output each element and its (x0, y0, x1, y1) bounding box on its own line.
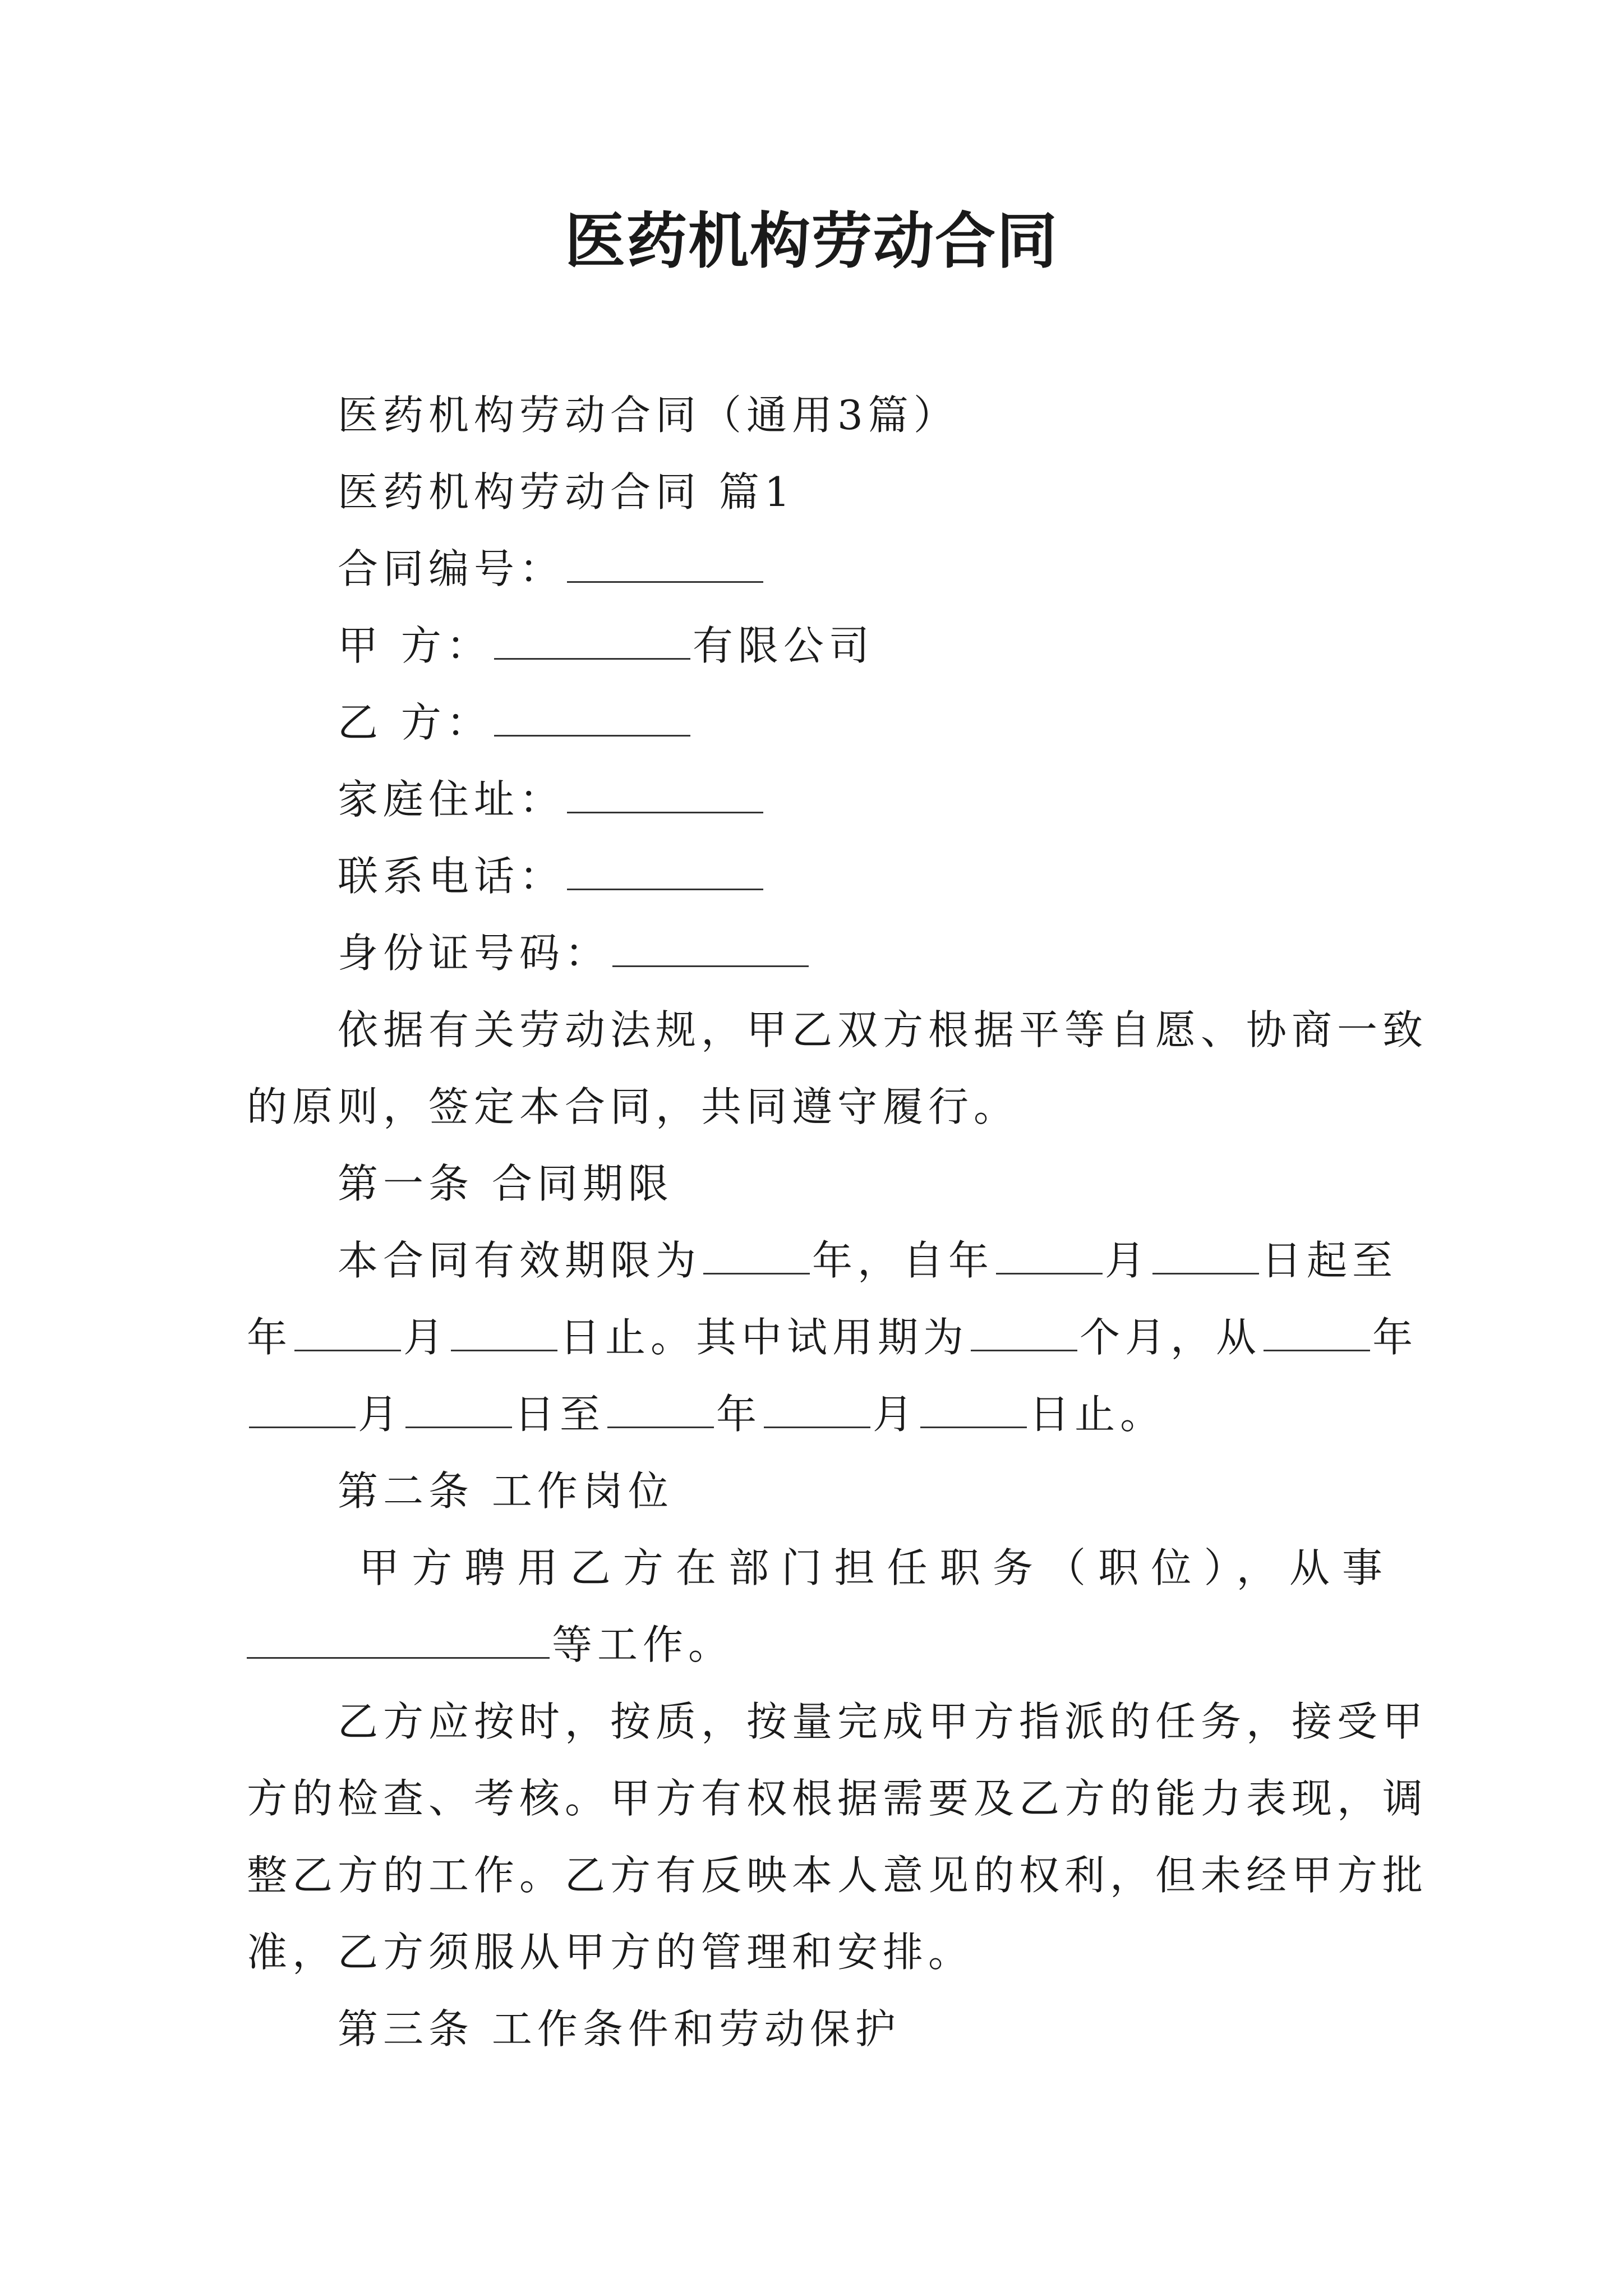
blank-field (405, 1392, 512, 1428)
blank-field (996, 1238, 1103, 1274)
blank-field (1264, 1315, 1370, 1351)
intro-line-1: 依据有关劳动法规，甲乙双方根据平等自愿、协商一致 (338, 1006, 1428, 1053)
address-blank (567, 777, 763, 813)
contract-number-label: 合同编号： (338, 545, 565, 592)
address-label: 家庭住址： (338, 776, 565, 823)
blank-field (1152, 1238, 1259, 1274)
article-2-p1-line-2 (247, 1606, 1387, 1683)
article-2-heading: 第二条 工作岗位 (338, 1467, 674, 1515)
id-number-field (338, 914, 1387, 992)
contract-number-blank (567, 546, 763, 583)
article-2-text: 等工作。 (552, 1621, 734, 1668)
article-1-text: 个月，从 (1080, 1314, 1262, 1361)
phone-label: 联系电话： (338, 853, 565, 900)
article-1-text: 月 (403, 1314, 449, 1361)
party-b-blank (494, 700, 690, 737)
contract-number-field (338, 530, 1387, 608)
article-1-text: 月 (873, 1391, 919, 1438)
party-a-field (338, 607, 1387, 684)
article-1-text: 年 (1372, 1314, 1418, 1361)
article-2-p2-line-3: 整乙方的工作。乙方有反映本人意见的权利，但未经甲方批 (247, 1852, 1428, 1899)
article-2-p1-line-1: 甲方聘用乙方在部门担任职务（职位），从事 (359, 1544, 1387, 1591)
party-b-field (338, 684, 1387, 761)
article-1-text: 年 (247, 1314, 293, 1361)
subtitle: 医药机构劳动合同（通用3篇） (338, 392, 959, 439)
article-1-heading: 第一条 合同期限 (338, 1160, 674, 1207)
article-2-p2-line-1: 乙方应按时，按质，按量完成甲方指派的任务，接受甲 (338, 1698, 1428, 1745)
article-1-text: 月 (1105, 1237, 1151, 1284)
party-a-label: 甲 方： (338, 622, 492, 669)
phone-field (338, 838, 1387, 915)
document-title: 医药机构劳动合同 (564, 206, 1058, 277)
article-2-p2-line-2: 方的检查、考核。甲方有权根据需要及乙方的能力表现，调 (247, 1775, 1428, 1822)
blank-field (249, 1392, 356, 1428)
blank-field (451, 1315, 557, 1351)
article-1-line-3 (247, 1375, 1387, 1453)
party-a-suffix: 有限公司 (692, 622, 874, 669)
blank-field (294, 1315, 401, 1351)
blank-field (764, 1392, 870, 1428)
article-1-line-1 (338, 1222, 1398, 1299)
address-field (338, 761, 1387, 838)
blank-field (607, 1392, 714, 1428)
article-1-text: 日起至 (1261, 1237, 1398, 1284)
article-1-text: 年，自年 (812, 1237, 994, 1284)
article-1-text: 年 (716, 1391, 762, 1438)
blank-field (971, 1315, 1077, 1351)
article-1-text: 本合同有效期限为 (338, 1237, 702, 1284)
id-number-blank (612, 931, 809, 967)
article-1-text: 月 (358, 1391, 404, 1438)
article-1-line-2 (247, 1299, 1418, 1376)
section-heading: 医药机构劳动合同 篇1 (338, 468, 795, 516)
blank-field (247, 1622, 550, 1659)
party-a-blank (494, 623, 690, 660)
intro-line-2: 的原则，签定本合同，共同遵守履行。 (247, 1083, 1020, 1130)
blank-field (920, 1392, 1027, 1428)
article-1-text: 日止。其中试用期为 (560, 1314, 969, 1361)
article-1-text: 日止。 (1029, 1391, 1166, 1438)
blank-field (703, 1238, 810, 1274)
party-b-label: 乙 方： (338, 699, 492, 746)
article-3-heading: 第三条 工作条件和劳动保护 (338, 2005, 901, 2053)
phone-blank (567, 854, 763, 890)
article-1-text: 日至 (514, 1391, 606, 1438)
article-2-p2-line-4: 准，乙方须服从甲方的管理和安排。 (247, 1929, 974, 1976)
id-number-label: 身份证号码： (338, 930, 611, 977)
